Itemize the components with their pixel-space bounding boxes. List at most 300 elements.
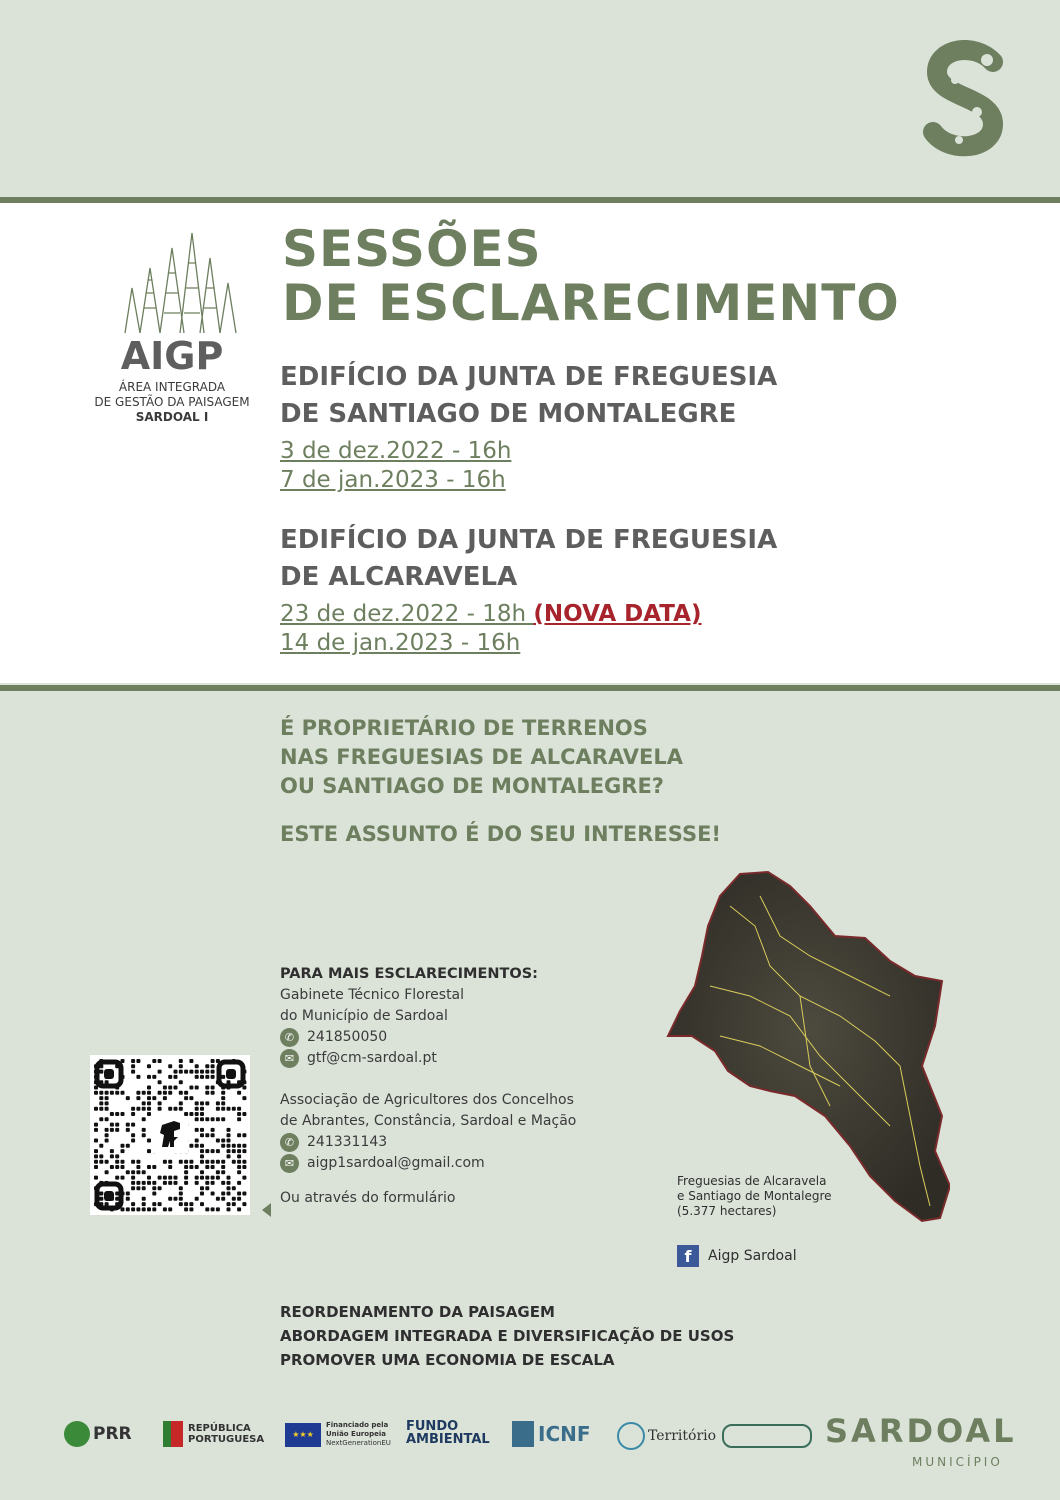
venue-2-line2: DE ALCARAVELA	[280, 562, 518, 592]
org1-email[interactable]	[280, 1048, 576, 1069]
qr-module	[232, 1202, 236, 1206]
qr-module	[121, 1176, 125, 1180]
org2-line1: Associação de Agricultores dos Concelhos	[280, 1092, 574, 1108]
qr-module	[174, 1107, 178, 1111]
qr-module	[242, 1160, 246, 1164]
qr-module	[211, 1192, 215, 1196]
qr-module	[242, 1133, 246, 1137]
qr-module	[168, 1086, 172, 1090]
qr-module	[99, 1070, 103, 1074]
qr-module	[184, 1202, 188, 1206]
qr-module	[136, 1170, 140, 1174]
qr-module	[121, 1144, 125, 1148]
org2-phone[interactable]	[280, 1132, 576, 1153]
qr-module	[105, 1133, 109, 1137]
qr-module	[227, 1186, 231, 1190]
qr-module	[152, 1096, 156, 1100]
qr-module	[168, 1181, 172, 1185]
qr-module	[237, 1107, 241, 1111]
qr-module	[99, 1197, 103, 1201]
qr-module	[152, 1075, 156, 1079]
qr-module	[205, 1101, 209, 1105]
municipio-text: MUNICÍPIO	[912, 1455, 1003, 1469]
qr-module	[237, 1144, 241, 1148]
qr-module	[168, 1207, 172, 1211]
qr-module	[163, 1091, 167, 1095]
aigp-line2: DE GESTÃO DA PAISAGEM	[94, 395, 250, 409]
aigp-subtitle	[80, 380, 264, 425]
qr-module	[131, 1181, 135, 1185]
qr-module	[221, 1096, 225, 1100]
qr-module	[105, 1091, 109, 1095]
qr-module	[211, 1133, 215, 1137]
qr-module	[94, 1107, 98, 1111]
qr-module	[242, 1165, 246, 1169]
qr-module	[237, 1207, 241, 1211]
qr-module	[168, 1107, 172, 1111]
qr-module	[99, 1192, 103, 1196]
venue-2-line1: EDIFÍCIO DA JUNTA DE FREGUESIA	[280, 525, 778, 555]
qr-module	[195, 1070, 199, 1074]
qr-module	[126, 1096, 130, 1100]
aigp-line3: SARDOAL I	[135, 410, 209, 424]
qr-module	[237, 1154, 241, 1158]
qr-module	[232, 1160, 236, 1164]
qr-module	[195, 1139, 199, 1143]
qr-module	[205, 1070, 209, 1074]
qr-module	[221, 1170, 225, 1174]
qr-module	[200, 1144, 204, 1148]
qr-module	[205, 1181, 209, 1185]
map-caption	[677, 1174, 832, 1219]
qr-module	[110, 1165, 114, 1169]
qr-module	[131, 1133, 135, 1137]
qr-module	[131, 1123, 135, 1127]
qr-module	[147, 1096, 151, 1100]
qr-module	[227, 1181, 231, 1185]
qr-module	[205, 1160, 209, 1164]
qr-module	[232, 1186, 236, 1190]
forest-icon	[120, 228, 240, 338]
qr-module	[163, 1086, 167, 1090]
qr-module	[142, 1170, 146, 1174]
icnf-mark-icon	[512, 1421, 534, 1447]
qr-module	[147, 1181, 151, 1185]
qr-module	[115, 1128, 119, 1132]
qr-module	[211, 1128, 215, 1132]
qr-module	[131, 1112, 135, 1116]
qr-module	[179, 1202, 183, 1206]
eu-text	[326, 1421, 391, 1448]
fundo-ambiental-logo	[406, 1420, 490, 1446]
qr-module	[179, 1064, 183, 1068]
qr-module	[136, 1207, 140, 1211]
title-line2: DE ESCLARECIMENTO	[282, 274, 900, 332]
qr-module	[131, 1064, 135, 1068]
aigp-line1: ÁREA INTEGRADA	[118, 380, 226, 394]
qr-module	[131, 1176, 135, 1180]
qr-module	[200, 1154, 204, 1158]
bottom-rule	[0, 685, 1060, 691]
eu-line1: Financiado pela	[326, 1421, 389, 1429]
org2-email[interactable]	[280, 1153, 576, 1174]
venue-1-line1: EDIFÍCIO DA JUNTA DE FREGUESIA	[280, 362, 778, 392]
qr-module	[179, 1091, 183, 1095]
republica-line2: PORTUGUESA	[188, 1434, 265, 1445]
qr-module	[189, 1086, 193, 1090]
portugal-flag-icon	[163, 1421, 183, 1447]
sardoal-logo-text: SARDOAL	[825, 1412, 1017, 1450]
qr-module	[131, 1186, 135, 1190]
venue-1-date-1[interactable]: 3 de dez.2022 - 16h	[280, 438, 512, 464]
facebook-icon: f	[677, 1245, 699, 1267]
qr-module	[189, 1165, 193, 1169]
owner-question	[280, 714, 683, 801]
qr-module	[115, 1176, 119, 1180]
qr-module	[121, 1207, 125, 1211]
qr-module	[189, 1112, 193, 1116]
qr-module	[227, 1207, 231, 1211]
qr-module	[200, 1070, 204, 1074]
qr-module	[242, 1202, 246, 1206]
qr-module	[126, 1123, 130, 1127]
venue-2-date-1[interactable]	[280, 600, 701, 629]
qr-module	[200, 1101, 204, 1105]
qr-code[interactable]	[90, 1055, 250, 1215]
qr-module	[105, 1160, 109, 1164]
qr-module	[242, 1144, 246, 1148]
aigp-acronym: AIGP	[120, 334, 224, 378]
qr-module	[126, 1207, 130, 1211]
qr-module	[195, 1197, 199, 1201]
icnf-text: ICNF	[538, 1422, 591, 1446]
qr-module	[200, 1075, 204, 1079]
qr-module	[216, 1170, 220, 1174]
qr-module	[168, 1091, 172, 1095]
qr-module	[136, 1091, 140, 1095]
eu-line2: União Europeia	[326, 1430, 386, 1438]
qr-module	[105, 1128, 109, 1132]
qr-module	[227, 1128, 231, 1132]
qr-module	[142, 1133, 146, 1137]
venue-1-date-2[interactable]: 7 de jan.2023 - 16h	[280, 467, 506, 493]
phone-icon: ✆	[280, 1028, 299, 1047]
qr-module	[189, 1144, 193, 1148]
qr-module	[179, 1070, 183, 1074]
qr-module	[205, 1133, 209, 1137]
qr-module	[184, 1170, 188, 1174]
qr-module	[142, 1202, 146, 1206]
prr-logo	[64, 1421, 132, 1447]
qr-module	[237, 1197, 241, 1201]
qr-module	[136, 1186, 140, 1190]
email-icon: ✉	[280, 1049, 299, 1068]
tagline-2: ABORDAGEM INTEGRADA E DIVERSIFICAÇÃO DE USOS	[280, 1327, 735, 1345]
qr-module	[205, 1176, 209, 1180]
qr-module	[158, 1176, 162, 1180]
qr-module	[189, 1070, 193, 1074]
qr-module	[121, 1149, 125, 1153]
qr-module	[211, 1059, 215, 1063]
dgt-logo	[617, 1422, 716, 1450]
qr-module	[158, 1186, 162, 1190]
qr-module	[131, 1160, 135, 1164]
qr-module	[200, 1186, 204, 1190]
partner-logo	[722, 1424, 812, 1448]
qr-module	[126, 1144, 130, 1148]
qr-module	[242, 1086, 246, 1090]
question-line2: NAS FREGUESIAS DE ALCARAVELA	[280, 745, 683, 769]
qr-module	[136, 1096, 140, 1100]
qr-module	[227, 1176, 231, 1180]
qr-module	[99, 1101, 103, 1105]
qr-module	[105, 1170, 109, 1174]
form-link[interactable]	[280, 1188, 576, 1209]
sardoal-s-logo	[915, 40, 1015, 160]
qr-module	[205, 1086, 209, 1090]
page-title	[282, 222, 900, 330]
qr-module	[227, 1202, 231, 1206]
qr-module	[168, 1160, 172, 1164]
qr-module	[147, 1112, 151, 1116]
qr-module	[184, 1070, 188, 1074]
title-line1: SESSÕES	[282, 220, 542, 278]
qr-module	[211, 1165, 215, 1169]
qr-module	[211, 1160, 215, 1164]
qr-module	[237, 1117, 241, 1121]
qr-module	[195, 1101, 199, 1105]
qr-module	[174, 1176, 178, 1180]
qr-module	[158, 1091, 162, 1095]
qr-module	[105, 1096, 109, 1100]
qr-module	[179, 1160, 183, 1164]
qr-module	[115, 1165, 119, 1169]
qr-module	[99, 1144, 103, 1148]
map-caption-line2: e Santiago de Montalegre	[677, 1189, 832, 1203]
qr-module	[142, 1107, 146, 1111]
qr-module	[211, 1086, 215, 1090]
qr-module	[211, 1064, 215, 1068]
qr-module	[200, 1192, 204, 1196]
qr-module	[99, 1091, 103, 1095]
qr-module	[237, 1192, 241, 1196]
qr-module	[174, 1181, 178, 1185]
qr-module	[152, 1181, 156, 1185]
qr-module	[94, 1160, 98, 1164]
eu-line3: NextGenerationEU	[326, 1439, 391, 1447]
qr-module	[94, 1123, 98, 1127]
qr-module	[184, 1091, 188, 1095]
qr-module	[147, 1107, 151, 1111]
qr-module	[216, 1207, 220, 1211]
venue-2-name	[280, 522, 777, 596]
org1-phone[interactable]	[280, 1027, 576, 1048]
qr-module	[163, 1176, 167, 1180]
venue-2-date-1-text: 23 de dez.2022 - 18h	[280, 601, 527, 627]
qr-module	[195, 1176, 199, 1180]
dgt-text: Território	[648, 1428, 717, 1444]
republica-line1: REPÚBLICA	[188, 1423, 251, 1434]
qr-module	[195, 1075, 199, 1079]
qr-module	[152, 1207, 156, 1211]
qr-module	[142, 1101, 146, 1105]
qr-module	[227, 1107, 231, 1111]
qr-module	[110, 1149, 114, 1153]
form-link-label: Ou através do formulário	[280, 1190, 456, 1206]
qr-module	[121, 1091, 125, 1095]
qr-module	[147, 1176, 151, 1180]
map-caption-line1: Freguesias de Alcaravela	[677, 1174, 827, 1188]
qr-module	[200, 1202, 204, 1206]
qr-module	[99, 1160, 103, 1164]
prr-text: PRR	[93, 1424, 132, 1444]
qr-module	[152, 1165, 156, 1169]
qr-module	[110, 1091, 114, 1095]
email-icon: ✉	[280, 1154, 299, 1173]
qr-module	[205, 1091, 209, 1095]
qr-module	[168, 1165, 172, 1169]
qr-module	[189, 1207, 193, 1211]
qr-module	[126, 1192, 130, 1196]
qr-module	[136, 1059, 140, 1063]
qr-module	[184, 1207, 188, 1211]
qr-module	[237, 1091, 241, 1095]
qr-module	[115, 1123, 119, 1127]
icnf-logo	[512, 1421, 591, 1447]
qr-module	[94, 1154, 98, 1158]
qr-module	[94, 1139, 98, 1143]
qr-module	[179, 1101, 183, 1105]
qr-module	[205, 1064, 209, 1068]
qr-module	[227, 1154, 231, 1158]
qr-module	[216, 1101, 220, 1105]
qr-module	[189, 1160, 193, 1164]
qr-module	[211, 1149, 215, 1153]
map-caption-line3: (5.377 hectares)	[677, 1204, 777, 1218]
qr-module	[221, 1165, 225, 1169]
question-line3: OU SANTIAGO DE MONTALEGRE?	[280, 774, 664, 798]
qr-module	[174, 1075, 178, 1079]
qr-module	[205, 1165, 209, 1169]
qr-module	[110, 1128, 114, 1132]
qr-module	[211, 1117, 215, 1121]
qr-module	[221, 1160, 225, 1164]
qr-module	[205, 1149, 209, 1153]
qr-module	[195, 1181, 199, 1185]
qr-module	[216, 1176, 220, 1180]
qr-module	[121, 1165, 125, 1169]
qr-module	[110, 1154, 114, 1158]
qr-module	[110, 1123, 114, 1127]
org1-line2: do Município de Sardoal	[280, 1008, 448, 1024]
qr-module	[163, 1181, 167, 1185]
qr-module	[136, 1107, 140, 1111]
qr-module	[131, 1207, 135, 1211]
qr-module	[232, 1149, 236, 1153]
qr-module	[158, 1107, 162, 1111]
tagline-3: PROMOVER UMA ECONOMIA DE ESCALA	[280, 1351, 615, 1369]
qr-module	[158, 1070, 162, 1074]
qr-module	[237, 1165, 241, 1169]
qr-module	[211, 1176, 215, 1180]
qr-module	[126, 1128, 130, 1132]
qr-module	[147, 1149, 151, 1153]
qr-module	[216, 1197, 220, 1201]
org2-phone-number: 241331143	[307, 1134, 388, 1150]
qr-module	[195, 1128, 199, 1132]
dgt-circle-icon	[617, 1422, 645, 1450]
qr-module	[195, 1086, 199, 1090]
fundo-line1: FUNDO	[406, 1419, 459, 1434]
qr-module	[147, 1086, 151, 1090]
interest-statement: ESTE ASSUNTO É DO SEU INTERESSE!	[280, 822, 722, 846]
qr-module	[221, 1192, 225, 1196]
qr-module	[237, 1149, 241, 1153]
qr-module	[227, 1192, 231, 1196]
qr-module	[195, 1064, 199, 1068]
phone-icon: ✆	[280, 1133, 299, 1152]
qr-module	[179, 1059, 183, 1063]
qr-module	[105, 1117, 109, 1121]
eu-flag-icon: ★★★	[285, 1423, 321, 1447]
qr-module	[242, 1176, 246, 1180]
qr-module	[147, 1075, 151, 1079]
qr-module	[221, 1107, 225, 1111]
qr-module	[110, 1112, 114, 1116]
qr-module	[115, 1112, 119, 1116]
qr-module	[195, 1165, 199, 1169]
qr-module	[242, 1149, 246, 1153]
qr-module	[94, 1165, 98, 1169]
republica-text	[188, 1423, 264, 1445]
qr-module	[105, 1101, 109, 1105]
qr-module	[152, 1186, 156, 1190]
arrow-left-icon	[262, 1203, 271, 1217]
qr-module	[142, 1207, 146, 1211]
contacts-heading: PARA MAIS ESCLARECIMENTOS:	[280, 966, 538, 982]
qr-module	[152, 1059, 156, 1063]
qr-module	[237, 1181, 241, 1185]
qr-module	[237, 1160, 241, 1164]
qr-module	[131, 1170, 135, 1174]
new-date-badge: (NOVA DATA)	[533, 601, 702, 627]
qr-module	[94, 1149, 98, 1153]
qr-module	[136, 1160, 140, 1164]
venue-1-name	[280, 359, 777, 433]
qr-module	[99, 1096, 103, 1100]
qr-module	[200, 1112, 204, 1116]
qr-module	[184, 1112, 188, 1116]
qr-module	[152, 1202, 156, 1206]
qr-module	[126, 1170, 130, 1174]
org1-line1: Gabinete Técnico Florestal	[280, 987, 465, 1003]
venue-2-date-2[interactable]: 14 de jan.2023 - 16h	[280, 630, 521, 656]
eu-logo	[285, 1421, 391, 1448]
qr-module	[147, 1165, 151, 1169]
qr-module	[94, 1128, 98, 1132]
qr-module	[242, 1112, 246, 1116]
facebook-link[interactable]	[677, 1245, 797, 1267]
qr-module	[147, 1064, 151, 1068]
qr-module	[184, 1160, 188, 1164]
qr-module	[221, 1144, 225, 1148]
org1-phone-number: 241850050	[307, 1029, 388, 1045]
qr-module	[142, 1186, 146, 1190]
qr-module	[121, 1160, 125, 1164]
qr-module	[184, 1165, 188, 1169]
org1-email-address: gtf@cm-sardoal.pt	[307, 1050, 437, 1066]
qr-module	[184, 1181, 188, 1185]
